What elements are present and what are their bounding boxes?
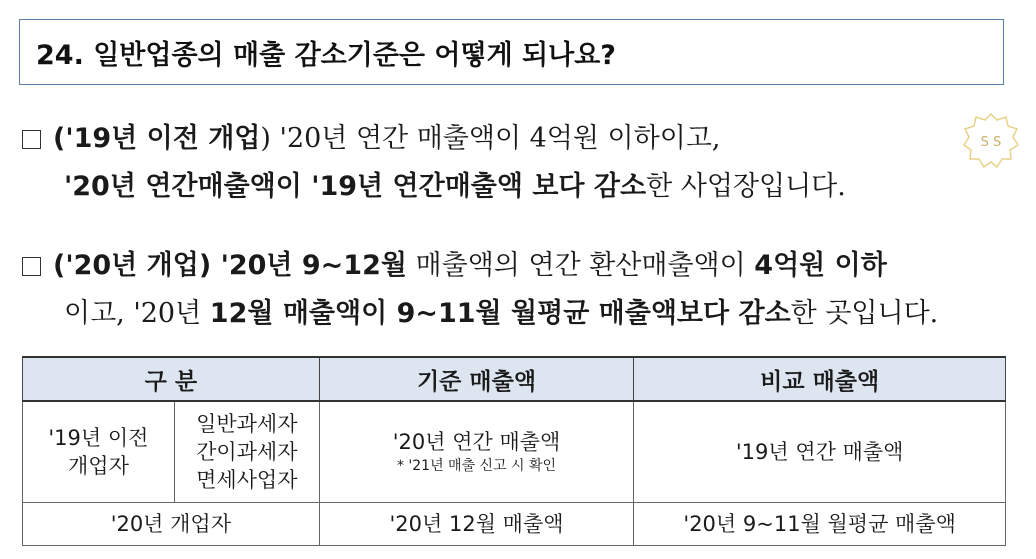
p1-line2-text: 한 사업장입니다. bbox=[646, 171, 846, 202]
taxpayer-type: 간이과세자 bbox=[196, 440, 298, 464]
paragraph2-line2 bbox=[22, 291, 938, 337]
taxpayer-type: 일반과세자 bbox=[196, 412, 298, 436]
sales-criteria-table bbox=[22, 356, 1006, 546]
p1-bold-prefix: ('19년 이전 개업 bbox=[53, 123, 261, 154]
checkbox-square-icon bbox=[22, 130, 41, 149]
row1-base-text: '20년 연간 매출액 bbox=[392, 430, 561, 454]
paragraph1-line2 bbox=[22, 164, 846, 210]
p2-line2-lead: 이고, '20년 bbox=[64, 298, 210, 329]
row1-compare-sales: '19년 연간 매출액 bbox=[634, 401, 1006, 503]
paragraph2-line1 bbox=[22, 243, 938, 289]
checkbox-square-icon bbox=[22, 257, 41, 276]
row1-category: '19년 이전 개업자 bbox=[23, 401, 175, 503]
header-compare-sales: 비교 매출액 bbox=[634, 357, 1006, 401]
p2-line1-text: 매출액의 연간 환산매출액이 bbox=[406, 250, 755, 281]
p2-bold-prefix: ('20년 개업) '20년 9~12월 bbox=[53, 250, 407, 281]
header-base-sales: 기준 매출액 bbox=[319, 357, 634, 401]
p2-line1-bold: 4억원 이하 bbox=[754, 250, 887, 281]
seal-stamp-icon bbox=[962, 112, 1020, 170]
row1-base-sales bbox=[319, 401, 634, 503]
p1-line2-bold: '20년 연간매출액이 '19년 연간매출액 보다 감소 bbox=[64, 171, 647, 202]
seal-text: S S bbox=[980, 135, 1002, 150]
table-header-row bbox=[23, 357, 1006, 401]
taxpayer-type: 면세사업자 bbox=[196, 468, 298, 492]
p1-paren: ) bbox=[260, 123, 271, 154]
header-category: 구 분 bbox=[23, 357, 320, 401]
paragraph-existing-business bbox=[22, 116, 846, 210]
table-row bbox=[23, 503, 1006, 546]
p2-line2-text: 한 곳입니다. bbox=[790, 298, 939, 329]
table-row bbox=[23, 401, 1006, 503]
row2-base-sales: '20년 12월 매출액 bbox=[319, 503, 634, 546]
paragraph-new-business bbox=[22, 243, 938, 337]
p2-line2-bold: 12월 매출액이 9~11월 월평균 매출액보다 감소 bbox=[209, 298, 791, 329]
question-title: 24. 일반업종의 매출 감소기준은 어떻게 되나요? bbox=[36, 39, 616, 71]
paragraph1-line1 bbox=[22, 116, 846, 162]
question-title-box bbox=[19, 19, 1004, 85]
row2-compare-sales: '20년 9~11월 월평균 매출액 bbox=[634, 503, 1006, 546]
row2-category: '20년 개업자 bbox=[23, 503, 320, 546]
row1-base-note: * '21년 매출 신고 시 확인 bbox=[396, 458, 557, 474]
row1-taxpayer-types bbox=[174, 401, 319, 503]
p1-line1-text: '20년 연간 매출액이 4억원 이하이고, bbox=[270, 123, 721, 154]
